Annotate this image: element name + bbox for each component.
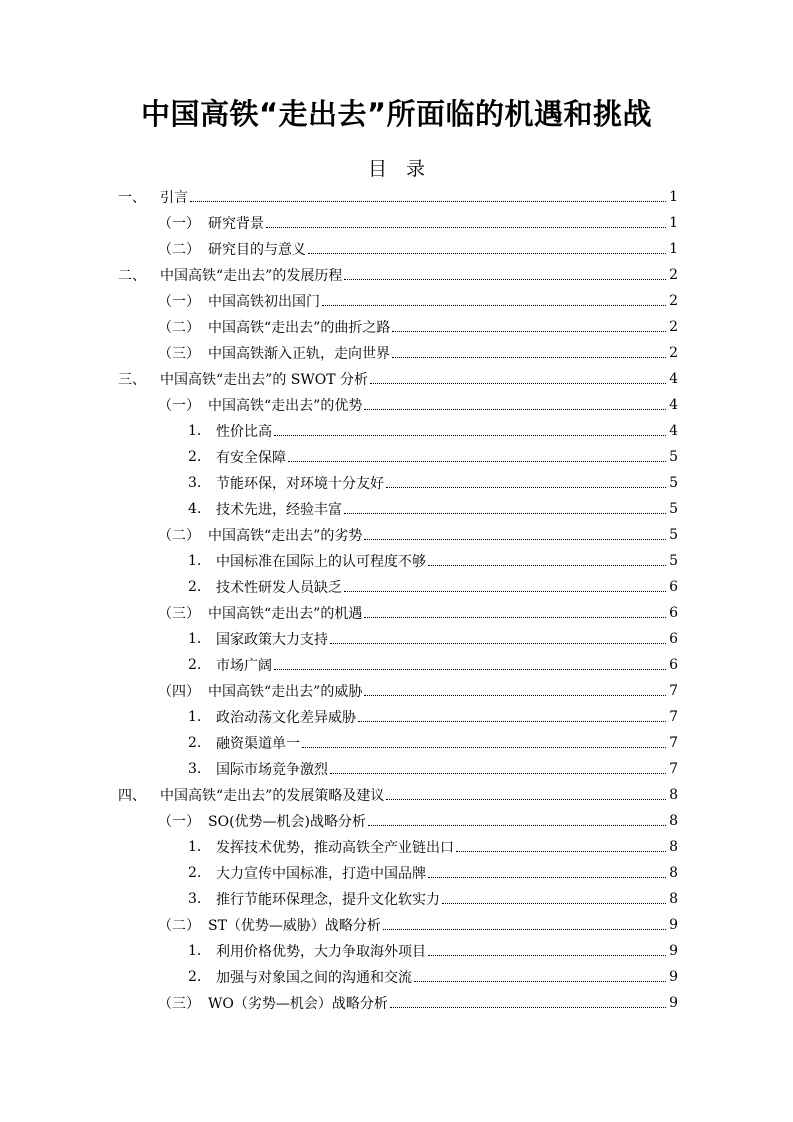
toc-entry-number: （四）	[158, 684, 200, 700]
toc-entry-title: ST（优势—威胁）战略分析	[208, 918, 381, 934]
toc-dot-leader	[442, 903, 666, 904]
document-title: 中国高铁“走出去”所面临的机遇和挑战	[140, 97, 653, 131]
toc-entry-title: 引言	[160, 190, 188, 206]
toc-dot-leader	[414, 981, 666, 982]
toc-entry-title: 国家政策大力支持	[216, 632, 328, 648]
toc-entry[interactable]	[118, 886, 678, 912]
toc-entry-number: 3.	[188, 761, 202, 777]
toc-entry-title: 技术性研发人员缺乏	[216, 580, 342, 596]
toc-entry[interactable]	[118, 912, 678, 938]
toc-entry[interactable]	[118, 262, 678, 288]
toc-entry[interactable]	[118, 782, 678, 808]
toc-entry-number: （三）	[158, 606, 200, 622]
toc-entry-number: （三）	[158, 346, 200, 362]
toc-entry-title: 发挥技术优势，推动高铁全产业链出口	[216, 840, 454, 856]
toc-entry-page: 2	[669, 293, 678, 309]
toc-entry-title: 国际市场竞争激烈	[216, 762, 328, 778]
toc-entry-title: 中国高铁“走出去”的曲折之路	[208, 320, 391, 336]
toc-entry[interactable]	[118, 366, 678, 392]
toc-entry[interactable]	[118, 808, 678, 834]
toc-entry-number: 1.	[188, 839, 202, 855]
toc-entry[interactable]	[118, 288, 678, 314]
toc-entry-title: 有安全保障	[216, 450, 286, 466]
toc-entry-title: 中国高铁“走出去”的发展策略及建议	[160, 788, 385, 804]
toc-entry-title: 中国高铁“走出去”的劣势	[208, 528, 363, 544]
toc-entry-title: 市场广阔	[216, 658, 272, 674]
toc-entry-number: 1.	[188, 423, 202, 439]
toc-entry-number: 1.	[188, 943, 202, 959]
toc-entry-title: 推行节能环保理念，提升文化软实力	[216, 892, 440, 908]
toc-dot-leader	[364, 409, 666, 410]
toc-entry-title: SO(优势—机会)战略分析	[208, 814, 366, 830]
toc-entry-page: 4	[669, 371, 678, 387]
toc-entry-number: （二）	[158, 242, 200, 258]
toc-entry[interactable]	[118, 340, 678, 366]
toc-entry-title: 中国高铁“走出去”的 SWOT 分析	[160, 372, 369, 388]
toc-entry-title: 中国高铁初出国门	[208, 294, 320, 310]
toc-dot-leader	[383, 929, 666, 930]
toc-entry-number: （三）	[158, 996, 200, 1012]
toc-entry-page: 9	[669, 943, 678, 959]
toc-entry-title: 技术先进，经验丰富	[216, 502, 342, 518]
toc-dot-leader	[344, 513, 666, 514]
toc-entry-page: 5	[669, 553, 678, 569]
toc-entry-page: 4	[669, 423, 678, 439]
toc-entry-page: 9	[669, 995, 678, 1011]
toc-entry[interactable]	[118, 756, 678, 782]
toc-dot-leader	[364, 617, 666, 618]
toc-entry-page: 6	[669, 579, 678, 595]
toc-dot-leader	[392, 357, 666, 358]
toc-entry[interactable]	[118, 938, 678, 964]
toc-heading: 目 录	[367, 158, 425, 180]
toc-entry-page: 1	[669, 241, 678, 257]
toc-entry[interactable]	[118, 626, 678, 652]
table-of-contents	[118, 184, 678, 1016]
toc-entry[interactable]	[118, 392, 678, 418]
toc-entry-title: 性价比高	[216, 424, 272, 440]
toc-entry[interactable]	[118, 574, 678, 600]
toc-dot-leader	[344, 279, 666, 280]
toc-dot-leader	[386, 799, 666, 800]
toc-entry-title: 加强与对象国之间的沟通和交流	[216, 970, 412, 986]
toc-entry[interactable]	[118, 184, 678, 210]
toc-dot-leader	[344, 591, 666, 592]
toc-entry-page: 7	[669, 735, 678, 751]
toc-entry[interactable]	[118, 704, 678, 730]
toc-entry[interactable]	[118, 600, 678, 626]
toc-dot-leader	[392, 331, 666, 332]
toc-entry[interactable]	[118, 860, 678, 886]
toc-dot-leader	[266, 227, 666, 228]
toc-entry-number: 3.	[188, 891, 202, 907]
toc-dot-leader	[428, 565, 666, 566]
toc-entry-title: 利用价格优势，大力争取海外项目	[216, 944, 426, 960]
toc-entry-title: 节能环保，对环境十分友好	[216, 476, 384, 492]
toc-entry-page: 1	[669, 189, 678, 205]
toc-entry-page: 7	[669, 709, 678, 725]
toc-dot-leader	[274, 669, 666, 670]
toc-entry-title: 中国高铁“走出去”的发展历程	[160, 268, 343, 284]
toc-entry-title: WO（劣势—机会）战略分析	[208, 996, 388, 1012]
toc-entry-page: 4	[669, 397, 678, 413]
toc-dot-leader	[386, 487, 666, 488]
toc-entry-number: 一、	[118, 190, 146, 206]
toc-entry[interactable]	[118, 964, 678, 990]
toc-entry-page: 5	[669, 501, 678, 517]
toc-dot-leader	[330, 773, 666, 774]
toc-entry-number: 2.	[188, 657, 202, 673]
toc-dot-leader	[364, 695, 666, 696]
toc-entry-page: 7	[669, 761, 678, 777]
toc-dot-leader	[308, 253, 666, 254]
toc-entry-number: 3.	[188, 475, 202, 491]
toc-dot-leader	[364, 539, 666, 540]
toc-dot-leader	[390, 1007, 666, 1008]
toc-entry-page: 9	[669, 969, 678, 985]
toc-dot-leader	[302, 747, 666, 748]
toc-entry-number: （二）	[158, 918, 200, 934]
toc-entry[interactable]	[118, 548, 678, 574]
toc-entry-page: 9	[669, 917, 678, 933]
toc-entry-title: 中国高铁“走出去”的机遇	[208, 606, 363, 622]
toc-entry-page: 5	[669, 527, 678, 543]
toc-entry[interactable]	[118, 730, 678, 756]
toc-dot-leader	[428, 955, 666, 956]
toc-entry-title: 大力宣传中国标准，打造中国品牌	[216, 866, 426, 882]
toc-entry-number: 2.	[188, 865, 202, 881]
toc-dot-leader	[368, 825, 666, 826]
toc-entry-number: 四、	[118, 788, 146, 804]
toc-entry-number: 2.	[188, 449, 202, 465]
toc-entry-number: （一）	[158, 814, 200, 830]
toc-entry-number: （一）	[158, 398, 200, 414]
toc-entry-number: 二、	[118, 268, 146, 284]
toc-entry[interactable]	[118, 470, 678, 496]
toc-entry[interactable]	[118, 678, 678, 704]
toc-entry[interactable]	[118, 210, 678, 236]
toc-entry-title: 研究目的与意义	[208, 242, 306, 258]
toc-entry[interactable]	[118, 834, 678, 860]
toc-dot-leader	[456, 851, 666, 852]
toc-dot-leader	[190, 201, 666, 202]
toc-entry-number: 2.	[188, 969, 202, 985]
toc-entry-number: 2.	[188, 735, 202, 751]
toc-entry[interactable]	[118, 444, 678, 470]
toc-entry-number: 1.	[188, 553, 202, 569]
toc-entry-number: 2.	[188, 579, 202, 595]
toc-entry-page: 6	[669, 657, 678, 673]
toc-entry-title: 研究背景	[208, 216, 264, 232]
toc-dot-leader	[288, 461, 666, 462]
toc-entry-number: 1.	[188, 631, 202, 647]
toc-entry-page: 8	[669, 787, 678, 803]
toc-entry-title: 中国高铁渐入正轨，走向世界	[208, 346, 390, 362]
toc-entry-page: 6	[669, 605, 678, 621]
toc-entry-page: 7	[669, 683, 678, 699]
toc-entry[interactable]	[118, 314, 678, 340]
toc-entry-page: 8	[669, 865, 678, 881]
toc-entry-number: （二）	[158, 528, 200, 544]
toc-entry-page: 5	[669, 475, 678, 491]
toc-entry-page: 2	[669, 319, 678, 335]
toc-entry-number: 4.	[188, 501, 202, 517]
toc-entry[interactable]	[118, 522, 678, 548]
toc-entry-number: （一）	[158, 216, 200, 232]
toc-entry-page: 2	[669, 345, 678, 361]
toc-dot-leader	[428, 877, 666, 878]
toc-entry-title: 政治动荡文化差异威胁	[216, 710, 356, 726]
toc-entry-page: 2	[669, 267, 678, 283]
toc-entry-page: 6	[669, 631, 678, 647]
toc-dot-leader	[274, 435, 666, 436]
toc-entry-number: （一）	[158, 294, 200, 310]
toc-entry-page: 5	[669, 449, 678, 465]
toc-dot-leader	[330, 643, 666, 644]
toc-entry-number: （二）	[158, 320, 200, 336]
toc-entry-title: 中国高铁“走出去”的优势	[208, 398, 363, 414]
toc-entry-number: 1.	[188, 709, 202, 725]
toc-entry-page: 8	[669, 839, 678, 855]
toc-entry-title: 融资渠道单一	[216, 736, 300, 752]
toc-entry[interactable]	[118, 418, 678, 444]
toc-dot-leader	[322, 305, 666, 306]
toc-entry-title: 中国标准在国际上的认可程度不够	[216, 554, 426, 570]
toc-entry-title: 中国高铁“走出去”的威胁	[208, 684, 363, 700]
toc-entry-number: 三、	[118, 372, 146, 388]
toc-entry-page: 8	[669, 813, 678, 829]
toc-entry[interactable]	[118, 652, 678, 678]
toc-entry[interactable]	[118, 496, 678, 522]
toc-dot-leader	[370, 383, 666, 384]
toc-entry[interactable]	[118, 236, 678, 262]
toc-entry-page: 1	[669, 215, 678, 231]
toc-dot-leader	[358, 721, 666, 722]
toc-entry-page: 8	[669, 891, 678, 907]
toc-entry[interactable]	[118, 990, 678, 1016]
